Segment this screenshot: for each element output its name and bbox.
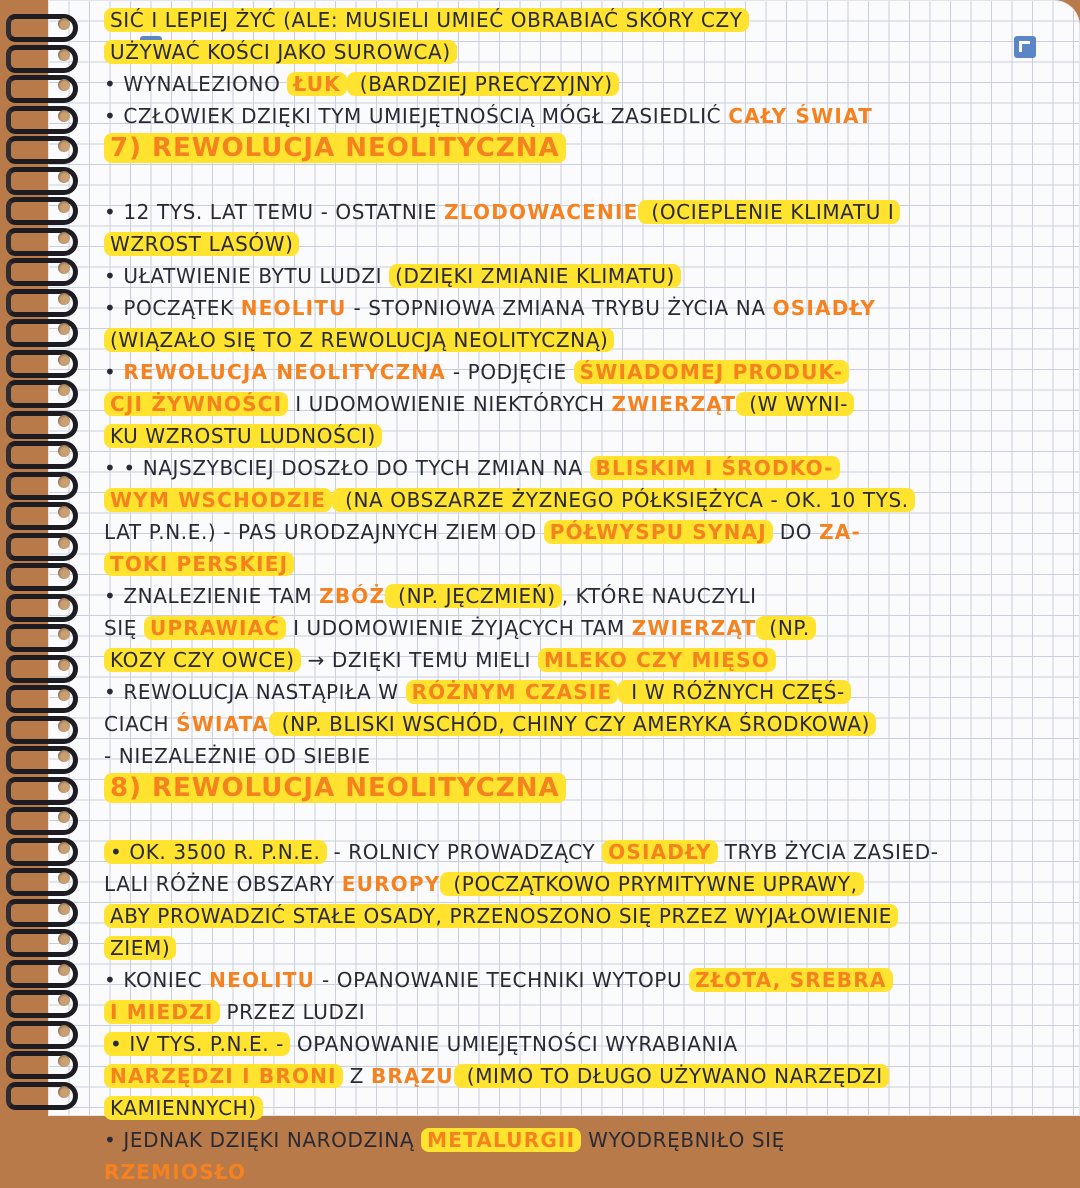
section-heading [104,132,1066,164]
keyword-text: RZEMIOSŁO [104,1160,247,1184]
note-line [104,964,1066,996]
note-line [104,452,1066,484]
binding-hole [58,781,70,793]
binding-hole [58,79,70,91]
keyword-text: ZWIERZĄT [631,616,757,640]
note-line [104,196,1066,228]
note-text: SIĘ [104,616,144,640]
binding-hole [58,598,70,610]
note-text: I UDOMOWIENIE NIEKTÓRYCH [288,392,612,416]
note-text: - ROLNICY PROWADZĄCY [326,840,603,864]
note-text: (OCIEPLENIE KLIMATU I [638,200,900,224]
note-text: (POCZĄTKOWO PRYMITYWNE UPRAWY, [440,872,863,896]
note-text: PRZEZ LUDZI [219,1000,366,1024]
note-text: - OPANOWANIE TECHNIKI WYTOPU [315,968,690,992]
note-line [104,740,1066,772]
note-text: • REWOLUCJA NASTĄPIŁA W [104,680,406,704]
note-text: • CZŁOWIEK DZIĘKI TYM UMIEJĘTNOŚCIĄ MÓGŁ ZASIEDLIĆ [104,104,729,128]
note-line [104,676,1066,708]
keyword-text: UPRAWIAĆ [144,616,286,640]
note-line [104,1156,1066,1188]
note-line [104,900,1066,932]
note-text: (WIĄZAŁO SIĘ TO Z REWOLUCJĄ NEOLITYCZNĄ) [104,328,614,352]
binding-hole [58,842,70,854]
note-text: I W RÓŻNYCH CZĘŚ- [618,680,851,704]
note-line [104,292,1066,324]
binding-hole [58,506,70,518]
note-line [104,260,1066,292]
note-line [104,1092,1066,1124]
note-text: TRYB ŻYCIA ZASIED- [717,840,939,864]
note-line [104,228,1066,260]
notes-content [104,4,1066,1188]
keyword-text: BLISKIM I ŚRODKO- [590,456,840,480]
binding-hole [58,689,70,701]
note-line [104,1028,1066,1060]
note-text: • JEDNAK DZIĘKI NARODZINĄ [104,1128,422,1152]
note-text: • IV TYS. P.N.E. - [104,1032,290,1056]
note-text: DO [772,520,820,544]
binding-hole [58,567,70,579]
keyword-text: ŚWIATA [176,712,269,736]
note-line [104,1124,1066,1156]
note-text: • ZNALEZIENIE TAM [104,584,320,608]
keyword-text: MLEKO CZY MIĘSO [538,648,776,672]
note-text: WYODRĘBNIŁO SIĘ [581,1128,785,1152]
note-text: , KTÓRE NAUCZYLI [561,584,757,608]
note-text: 8) REWOLUCJA NEOLITYCZNA [104,773,566,803]
keyword-text: TOKI PERSKIEJ [104,552,294,576]
note-line [104,164,1066,196]
note-text: - NIEZALEŻNIE OD SIEBIE [104,744,371,768]
keyword-text: REWOLUCJA NEOLITYCZNA [123,360,446,384]
note-text: CIACH [104,712,177,736]
note-line [104,36,1066,68]
binding-hole [58,994,70,1006]
spiral-binding [0,0,80,1116]
note-text: • WYNALEZIONO [104,72,288,96]
keyword-text: I MIEDZI [104,1000,220,1024]
note-text: • 12 TYS. LAT TEMU - OSTATNIE [104,200,445,224]
section-heading [104,772,1066,804]
keyword-text: METALURGII [421,1128,581,1152]
note-line [104,580,1066,612]
note-text: ZIEM) [104,936,176,960]
note-line [104,356,1066,388]
note-line [104,932,1066,964]
note-text: (NP. BLISKI WSCHÓD, CHINY CZY AMERYKA ŚRODKOWA) [269,712,876,736]
binding-hole [58,171,70,183]
note-text: WZROST LASÓW) [104,232,299,256]
note-line [104,644,1066,676]
binding-hole [58,628,70,640]
keyword-text: CJI ŻYWNOŚCI [104,392,288,416]
binding-hole [58,537,70,549]
binding-hole [58,354,70,366]
note-text: • [104,360,124,384]
note-line [104,868,1066,900]
binding-hole [58,49,70,61]
keyword-text: CAŁY ŚWIAT [728,104,874,128]
note-text: (W WYNI- [736,392,854,416]
binding-hole [58,964,70,976]
note-line [104,484,1066,516]
keyword-text: NEOLITU [209,968,316,992]
binding-hole [58,1086,70,1098]
note-text: I UDOMOWIENIE ŻYJĄCYCH TAM [286,616,632,640]
note-text: KAMIENNYCH) [104,1096,263,1120]
note-line [104,548,1066,580]
binding-hole [58,323,70,335]
keyword-text: NEOLITU [240,296,347,320]
note-text: - STOPNIOWA ZMIANA TRYBU ŻYCIA NA [346,296,773,320]
note-text: • • NAJSZYBCIEJ DOSZŁO DO TYCH ZMIAN NA [104,456,590,480]
note-text: SIĆ I LEPIEJ ŻYĆ (ALE: MUSIELI UMIEĆ OBRABIAĆ SKÓRY CZY [104,8,749,32]
binding-hole [58,1055,70,1067]
note-text: (NP. [756,616,815,640]
binding-hole [58,110,70,122]
binding-hole [58,1025,70,1037]
keyword-text: ŚWIADOMEJ PRODUK- [574,360,849,384]
binding-hole [58,476,70,488]
note-line [104,4,1066,36]
note-text: ABY PROWADZIĆ STAŁE OSADY, PRZENOSZONO SIĘ PRZEZ WYJAŁOWIENIE [104,904,898,928]
note-text: OPANOWANIE UMIEJĘTNOŚCI WYRABIANIA [289,1032,738,1056]
note-line [104,996,1066,1028]
note-text: KU WZROSTU LUDNOŚCI) [104,424,382,448]
binding-hole [58,415,70,427]
keyword-text: PÓŁWYSPU SYNAJ [544,520,773,544]
binding-hole [58,445,70,457]
note-text: (NA OBSZARZE ŻYZNEGO PÓŁKSIĘŻYCA - OK. 10 TYS. [332,488,915,512]
keyword-text: ZA- [819,520,861,544]
note-text: LALI RÓŻNE OBSZARY [104,872,342,896]
binding-hole [58,933,70,945]
note-line [104,708,1066,740]
binding-hole [58,811,70,823]
binding-hole [58,384,70,396]
note-line [104,804,1066,836]
keyword-text: RÓŻNYM CZASIE [406,680,619,704]
note-text: UŻYWAĆ KOŚCI JAKO SUROWCA) [104,40,457,64]
keyword-text: EUROPY [341,872,441,896]
note-text: - PODJĘCIE [445,360,574,384]
note-text: Z [342,1064,371,1088]
keyword-text: NARZĘDZI I BRONI [104,1064,343,1088]
keyword-text: OSIADŁY [602,840,718,864]
note-line [104,516,1066,548]
note-line [104,68,1066,100]
note-line [104,836,1066,868]
note-text: (NP. JĘCZMIEŃ) [385,584,562,608]
binding-hole [58,140,70,152]
binding-hole [58,720,70,732]
note-line [104,420,1066,452]
keyword-text: ZBÓŻ [319,584,386,608]
note-text: • OK. 3500 R. P.N.E. [104,840,327,864]
note-line [104,612,1066,644]
note-text: (DZIĘKI ZMIANIE KLIMATU) [389,264,681,288]
binding-hole [58,293,70,305]
binding-hole [58,903,70,915]
note-text: (MIMO TO DŁUGO UŻYWANO NARZĘDZI [454,1064,889,1088]
keyword-text: WYM WSCHODZIE [104,488,332,512]
binding-hole [58,262,70,274]
note-text: → DZIĘKI TEMU MIELI [300,648,538,672]
note-line [104,324,1066,356]
note-text: KOZY CZY OWCE) [104,648,301,672]
binding-hole [58,659,70,671]
keyword-text: ZŁOTA, SREBRA [689,968,892,992]
note-line [104,388,1066,420]
note-text: LAT P.N.E.) - PAS URODZAJNYCH ZIEM OD [104,520,544,544]
keyword-text: ŁUK [287,72,346,96]
note-text: • UŁATWIENIE BYTU LUDZI [104,264,390,288]
binding-hole [58,750,70,762]
note-line [104,1060,1066,1092]
note-line [104,100,1066,132]
binding-hole [58,232,70,244]
keyword-text: BRĄZU [370,1064,454,1088]
keyword-text: ZLODOWACENIE [444,200,639,224]
binding-hole [58,872,70,884]
keyword-text: ZWIERZĄT [611,392,737,416]
binding-hole [58,201,70,213]
note-text: • KONIEC [104,968,210,992]
binding-hole [58,18,70,30]
note-text: 7) REWOLUCJA NEOLITYCZNA [104,133,566,163]
note-text: (BARDZIEJ PRECYZYJNY) [347,72,619,96]
note-text: • POCZĄTEK [104,296,241,320]
keyword-text: OSIADŁY [772,296,877,320]
